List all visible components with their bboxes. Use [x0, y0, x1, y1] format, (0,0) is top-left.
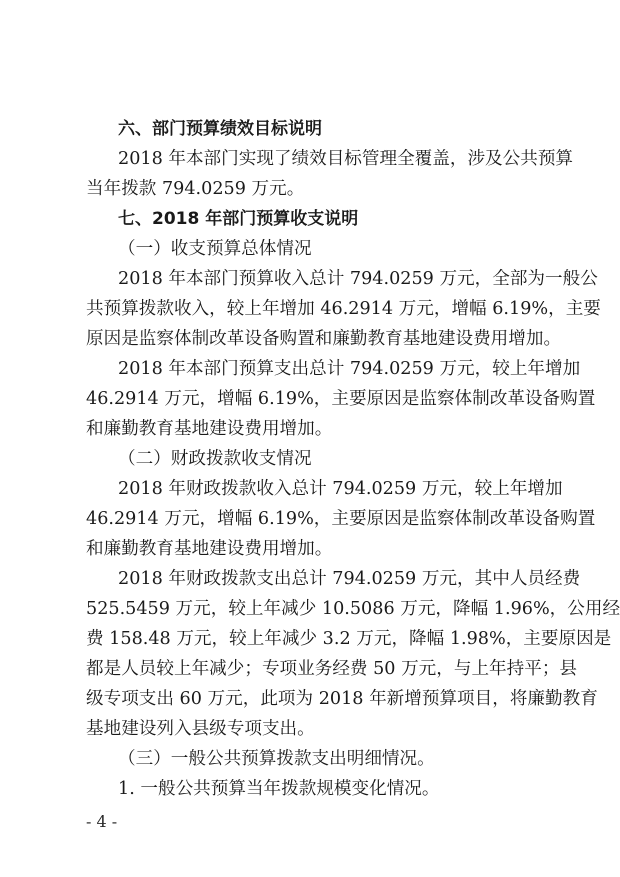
- section-6-para-line-2: 当年拨款 794.0259 万元。: [86, 179, 305, 199]
- section-7-heading: 七、2018 年部门预算收支说明: [118, 209, 359, 229]
- sub2-para1-line-3: 和廉勤教育基地建设费用增加。: [86, 539, 333, 559]
- sub3-item-1: 1. 一般公共预算当年拨款规模变化情况。: [118, 779, 440, 799]
- subsection-1-title: （一）收支预算总体情况: [118, 239, 312, 259]
- sub1-para1-line-3: 原因是监察体制改革设备购置和廉勤教育基地建设费用增加。: [86, 329, 562, 349]
- sub2-para2-line-6: 基地建设列入县级专项支出。: [86, 719, 315, 739]
- sub2-para1-line-2: 46.2914 万元，增幅 6.19%，主要原因是监察体制改革设备购置: [86, 509, 596, 529]
- subsection-3-title: （三）一般公共预算拨款支出明细情况。: [118, 749, 435, 769]
- sub2-para2-line-5: 级专项支出 60 万元，此项为 2018 年新增预算项目，将廉勤教育: [86, 689, 598, 709]
- sub1-para1-line-2: 共预算拨款收入，较上年增加 46.2914 万元，增幅 6.19%，主要: [86, 299, 601, 319]
- sub2-para2-line-2: 525.5459 万元，较上年减少 10.5086 万元，降幅 1.96%，公用经: [86, 599, 620, 619]
- sub2-para2-line-1: 2018 年财政拨款支出总计 794.0259 万元，其中人员经费: [118, 569, 581, 589]
- subsection-2-title: （二）财政拨款收支情况: [118, 449, 312, 469]
- sub1-para2-line-1: 2018 年本部门预算支出总计 794.0259 万元，较上年增加: [118, 359, 581, 379]
- section-6-para-line-1: 2018 年本部门实现了绩效目标管理全覆盖，涉及公共预算: [118, 149, 574, 169]
- sub2-para2-line-4: 都是人员较上年减少；专项业务经费 50 万元，与上年持平；县: [86, 659, 578, 679]
- page-number: - 4 -: [86, 812, 118, 831]
- sub2-para1-line-1: 2018 年财政拨款收入总计 794.0259 万元，较上年增加: [118, 479, 563, 499]
- sub2-para2-line-3: 费 158.48 万元，较上年减少 3.2 万元，降幅 1.98%，主要原因是: [86, 629, 612, 649]
- sub1-para1-line-1: 2018 年本部门预算收入总计 794.0259 万元，全部为一般公: [118, 269, 598, 289]
- sub1-para2-line-3: 和廉勤教育基地建设费用增加。: [86, 419, 333, 439]
- sub1-para2-line-2: 46.2914 万元，增幅 6.19%，主要原因是监察体制改革设备购置: [86, 389, 596, 409]
- section-6-heading: 六、部门预算绩效目标说明: [118, 119, 322, 139]
